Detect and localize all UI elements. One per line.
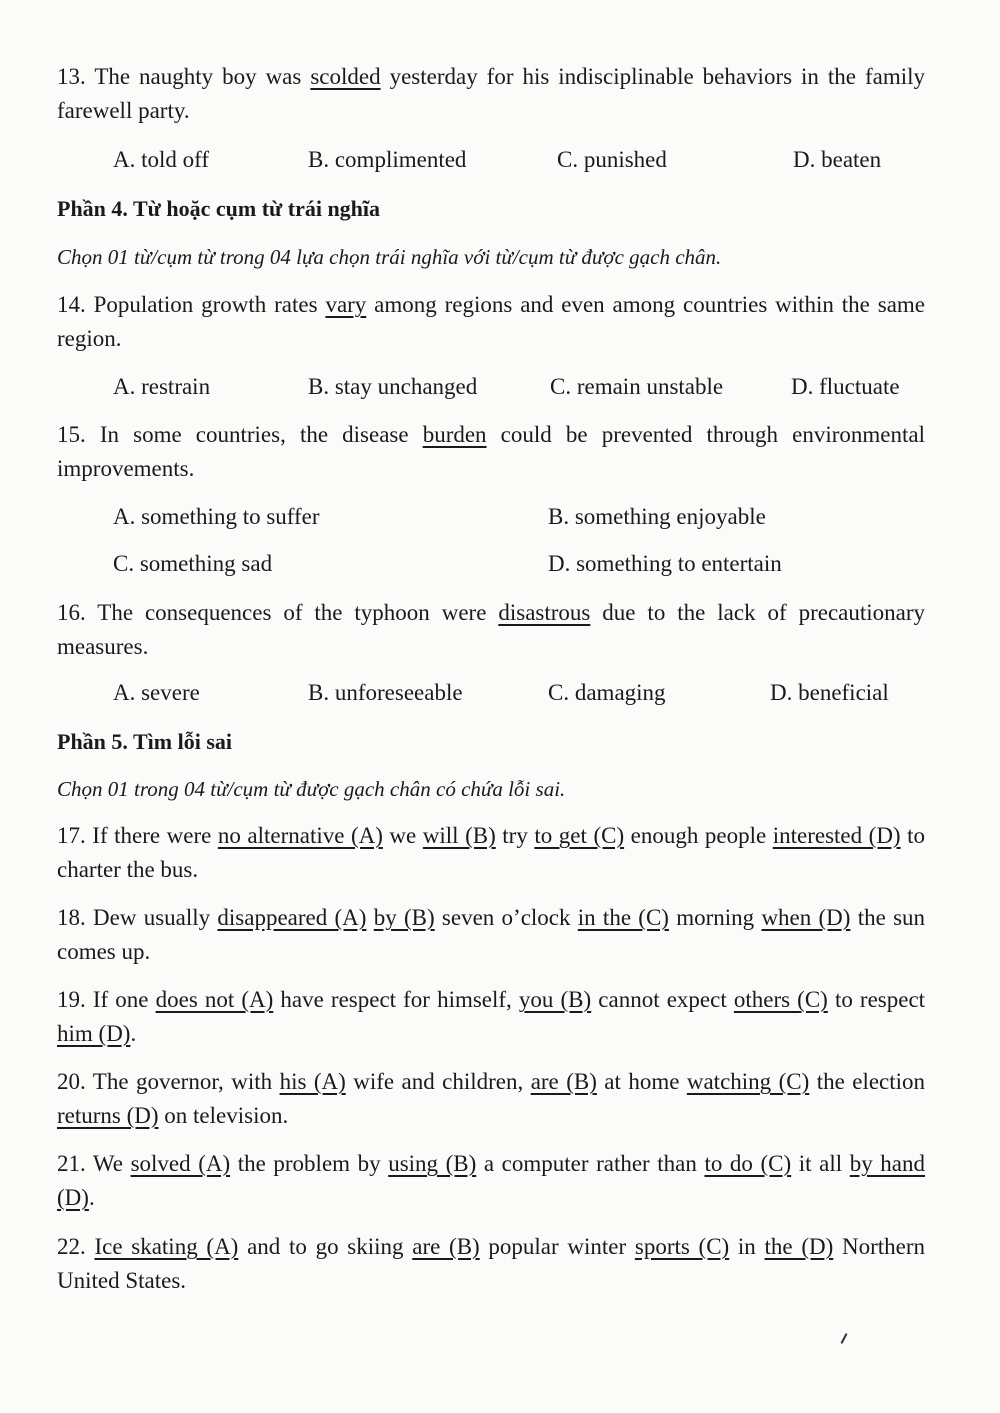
question-number: 18. bbox=[57, 905, 86, 930]
underlined-c: watching (C) bbox=[686, 1069, 810, 1094]
option-d: D. beneficial bbox=[770, 680, 889, 705]
question-14: 14. Population growth rates vary among regions and even among countries within the same region. bbox=[57, 292, 926, 351]
underlined-c: sports (C) bbox=[634, 1234, 730, 1259]
question-17: 17. If there were no alternative (A) we will (B) try to get (C) enough people interested (D) to charter the bus. bbox=[57, 823, 926, 882]
question-18: 18. Dew usually disappeared (A) by (B) seven o’clock in the (C) morning when (D) the sun comes up. bbox=[57, 905, 926, 964]
underlined-a: no alternative (A) bbox=[217, 823, 383, 848]
option-a: A. something to suffer bbox=[113, 504, 320, 529]
underlined-c: in the (C) bbox=[577, 905, 669, 930]
question-number: 21. bbox=[57, 1151, 86, 1176]
underlined-d: when (D) bbox=[761, 905, 851, 930]
question-20: 20. The governor, with his (A) wife and children, are (B) at home watching (C) the election returns (D) on television. bbox=[57, 1069, 926, 1128]
question-number: 13. bbox=[57, 64, 86, 89]
underlined-b: will (B) bbox=[422, 823, 496, 848]
underlined-word: scolded bbox=[310, 64, 381, 89]
underlined-b: using (B) bbox=[388, 1151, 477, 1176]
option-c: C. something sad bbox=[113, 551, 273, 576]
underlined-c: to get (C) bbox=[534, 823, 625, 848]
option-d: D. fluctuate bbox=[791, 374, 900, 399]
question-15: 15. In some countries, the disease burden could be prevented through environmental improvements. bbox=[57, 422, 925, 481]
question-number: 17. bbox=[57, 823, 86, 848]
option-b: B. complimented bbox=[308, 147, 467, 172]
option-a: A. restrain bbox=[113, 374, 211, 399]
question-number: 15. bbox=[57, 422, 86, 447]
section-4-title: Phần 4. Từ hoặc cụm từ trái nghĩa bbox=[57, 196, 381, 221]
option-b: B. stay unchanged bbox=[308, 374, 478, 399]
underlined-d: interested (D) bbox=[772, 823, 901, 848]
underlined-a: disappeared (A) bbox=[217, 905, 367, 930]
question-21: 21. We solved (A) the problem by using (B) a computer rather than to do (C) it all by hand (D). bbox=[57, 1151, 925, 1210]
pen-mark bbox=[841, 1333, 848, 1344]
section-5-instruction: Chọn 01 trong 04 từ/cụm từ được gạch chân có chứa lỗi sai. bbox=[57, 777, 566, 801]
underlined-d: returns (D) bbox=[57, 1103, 159, 1128]
option-a: A. severe bbox=[113, 680, 200, 705]
underlined-a: solved (A) bbox=[130, 1151, 231, 1176]
question-19: 19. If one does not (A) have respect for himself, you (B) cannot expect others (C) to respect him (D). bbox=[57, 987, 926, 1046]
option-b: B. something enjoyable bbox=[548, 504, 766, 529]
underlined-d: by hand (D) bbox=[57, 1151, 925, 1210]
section-5-title: Phần 5. Tìm lỗi sai bbox=[57, 729, 233, 754]
question-13: 13. The naughty boy was scolded yesterday for his indisciplinable behaviors in the family farewell party. bbox=[57, 64, 925, 123]
underlined-b: you (B) bbox=[518, 987, 592, 1012]
underlined-word: vary bbox=[325, 292, 367, 317]
question-number: 19. bbox=[57, 987, 86, 1012]
option-c: C. remain unstable bbox=[550, 374, 724, 399]
option-d: D. beaten bbox=[793, 147, 882, 172]
underlined-a: does not (A) bbox=[155, 987, 274, 1012]
underlined-b: by (B) bbox=[373, 905, 435, 930]
underlined-b: are (B) bbox=[412, 1234, 480, 1259]
question-number: 16. bbox=[57, 600, 86, 625]
question-number: 14. bbox=[57, 292, 86, 317]
option-c: C. punished bbox=[557, 147, 667, 172]
option-c: C. damaging bbox=[548, 680, 666, 705]
underlined-c: others (C) bbox=[733, 987, 828, 1012]
underlined-b: are (B) bbox=[530, 1069, 597, 1094]
underlined-c: to do (C) bbox=[704, 1151, 792, 1176]
question-22: 22. Ice skating (A) and to go skiing are (B) popular winter sports (C) in the (D) Northern United States. bbox=[57, 1234, 926, 1293]
question-number: 22. bbox=[57, 1234, 86, 1259]
option-d: D. something to entertain bbox=[548, 551, 782, 576]
option-b: B. unforeseeable bbox=[308, 680, 463, 705]
question-16: 16. The consequences of the typhoon were disastrous due to the lack of precautionary measures. bbox=[57, 600, 926, 659]
underlined-word: burden bbox=[422, 422, 487, 447]
underlined-word: disastrous bbox=[498, 600, 591, 625]
option-a: A. told off bbox=[113, 147, 210, 172]
question-number: 20. bbox=[57, 1069, 86, 1094]
underlined-a: his (A) bbox=[279, 1069, 346, 1094]
underlined-a: Ice skating (A) bbox=[94, 1234, 239, 1259]
underlined-d: him (D) bbox=[57, 1021, 131, 1046]
underlined-d: the (D) bbox=[764, 1234, 834, 1259]
section-4-instruction: Chọn 01 từ/cụm từ trong 04 lựa chọn trái nghĩa với từ/cụm từ được gạch chân. bbox=[57, 245, 722, 269]
